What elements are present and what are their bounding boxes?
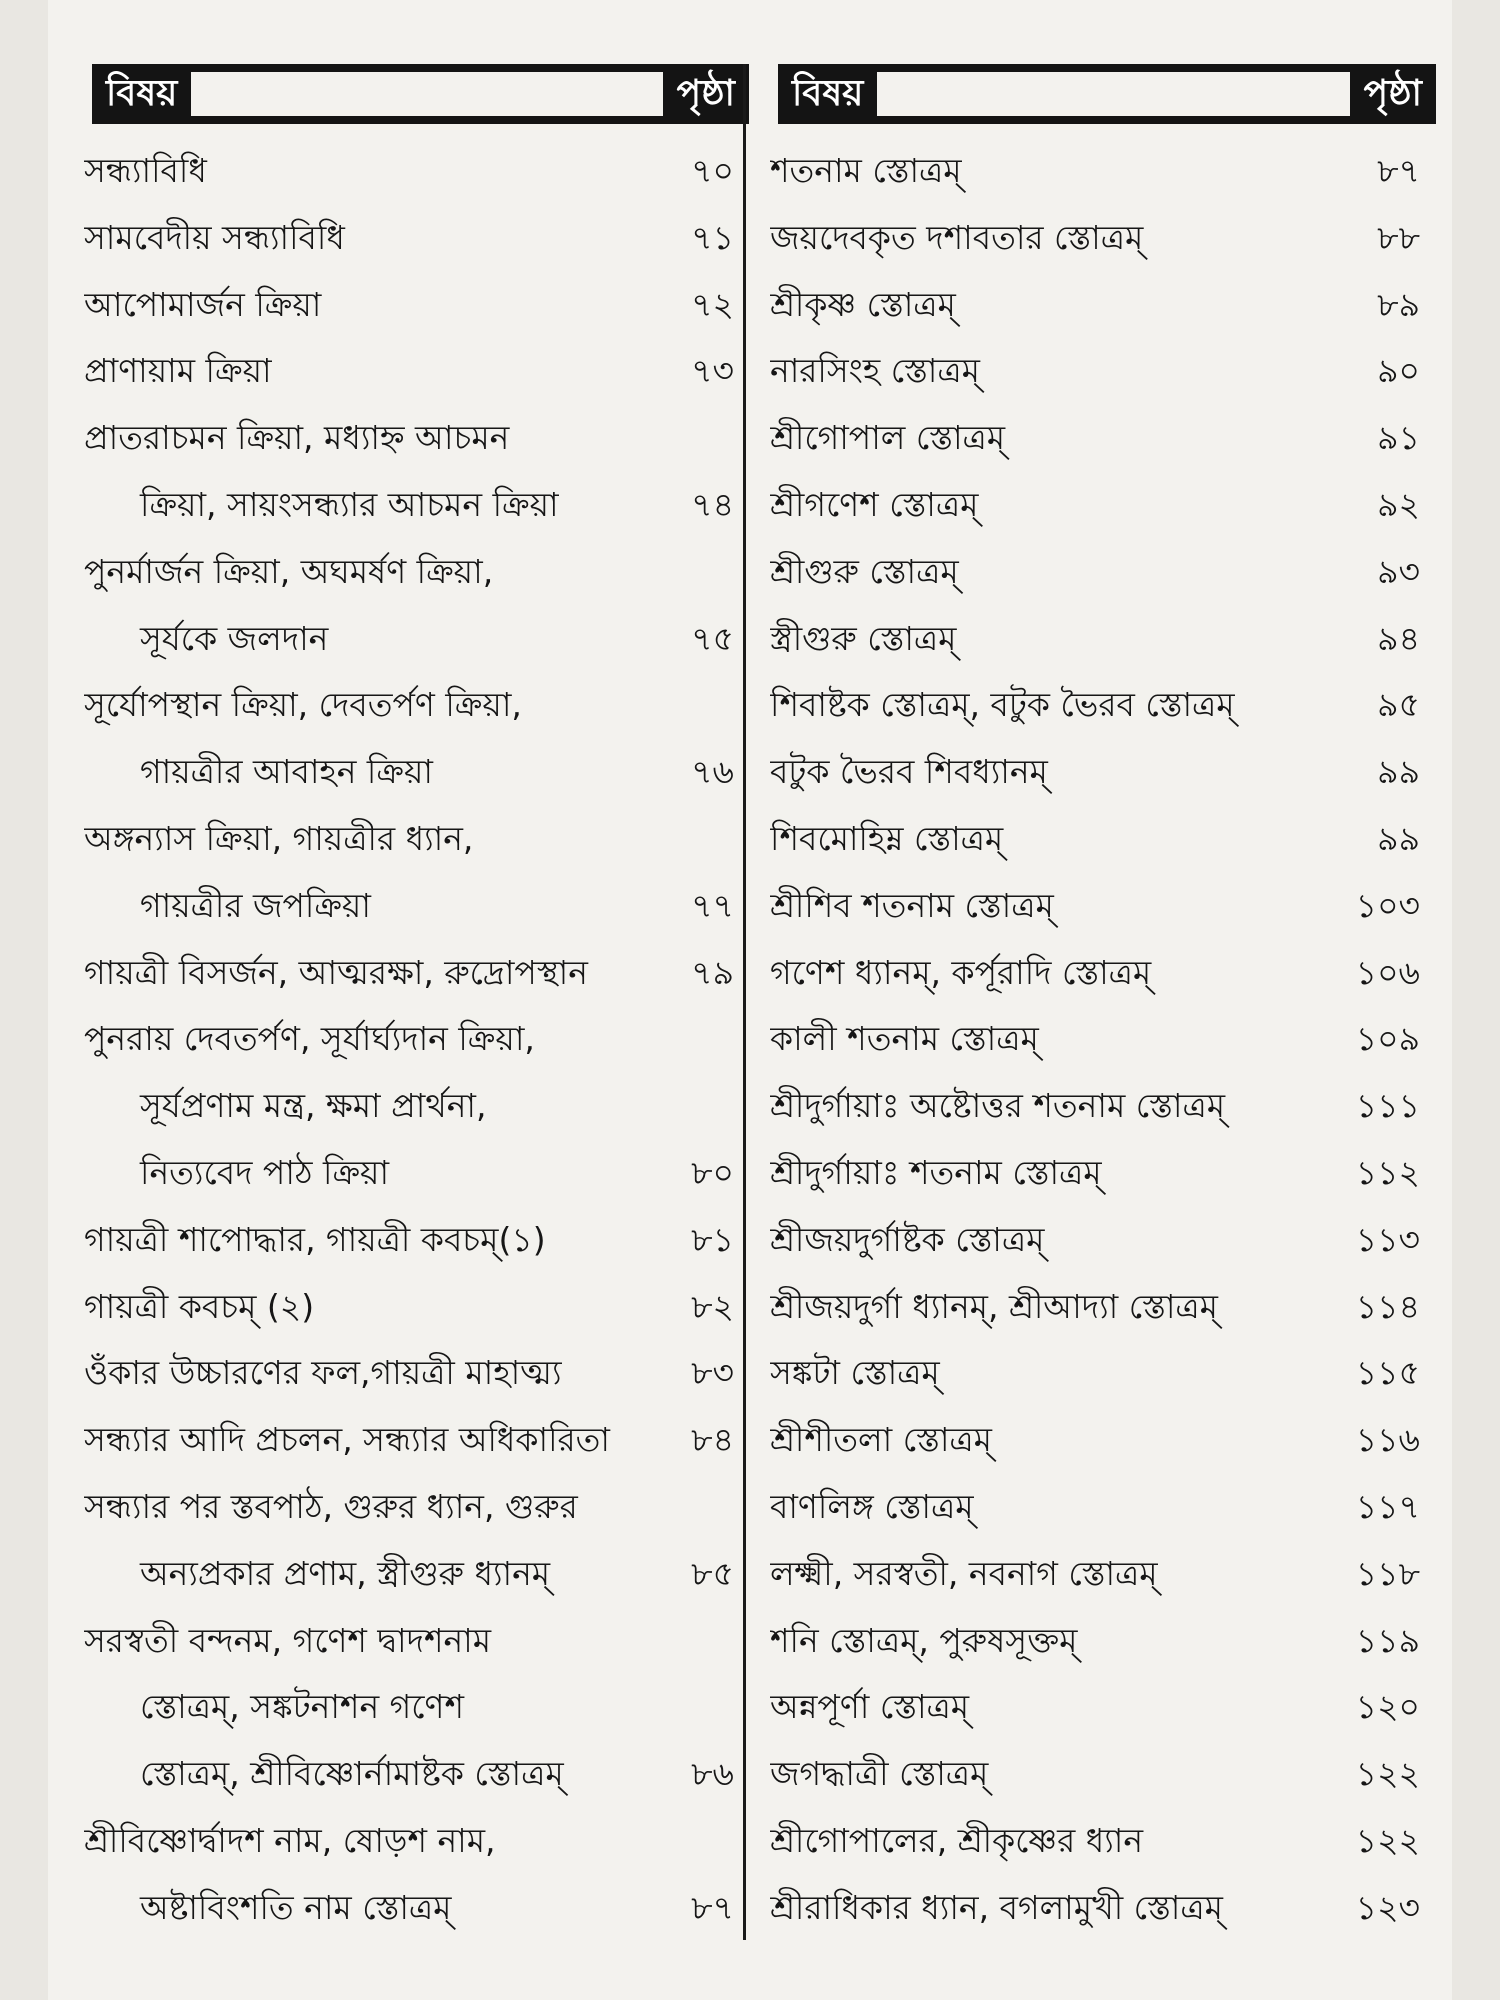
toc-entry-title: সন্ধ্যাবিধি (84, 151, 207, 190)
toc-entry (770, 205, 1420, 272)
toc-entry-page-number: ৭৩ (691, 351, 734, 391)
toc-entry-title: গায়ত্রী শাপোদ্ধার, গায়ত্রী কবচম্(১) (84, 1219, 546, 1259)
toc-entry-title: স্তোত্রম্, শ্রীবিষ্ণোর্নামাষ্টক স্তোত্রম্ (140, 1754, 564, 1794)
toc-entry-title: বাণলিঙ্গ স্তোত্রম্ (770, 1486, 974, 1526)
toc-entry-title: শিবমোহিম্ন স্তোত্রম্ (770, 818, 1004, 858)
toc-entry (770, 739, 1420, 806)
toc-entry-page-number: ৮৭ (691, 1887, 734, 1927)
toc-entry-page-number: ৯৩ (1377, 551, 1420, 591)
toc-entry-page-number: ৮৭ (1377, 151, 1420, 190)
toc-entry (770, 606, 1420, 673)
toc-entry-page-number: ১০৬ (1355, 952, 1420, 992)
toc-entry (770, 1207, 1420, 1274)
toc-entry (84, 1274, 734, 1341)
toc-entry-title: শ্রীশীতলা স্তোত্রম্ (770, 1420, 992, 1460)
toc-entry (770, 138, 1420, 205)
toc-entry-title: অন্যপ্রকার প্রণাম, স্ত্রীগুরু ধ্যানম্ (140, 1553, 551, 1593)
toc-entry-title: শ্রীদুর্গায়াঃ শতনাম স্তোত্রম্ (770, 1152, 1102, 1192)
toc-entry-title: শ্রীগোপাল স্তোত্রম্ (770, 418, 1006, 458)
toc-entry-title: পুনর্মার্জন ক্রিয়া, অঘমর্ষণ ক্রিয়া, (84, 551, 494, 591)
toc-entry-page-number: ৯০ (1377, 351, 1420, 391)
toc-entry-page-number: ৮৬ (691, 1754, 734, 1794)
toc-entry-title: সূর্যোপস্থান ক্রিয়া, দেবতর্পণ ক্রিয়া, (84, 685, 522, 725)
toc-entry (84, 338, 734, 405)
toc-entry-title: লক্ষ্মী, সরস্বতী, নবনাগ স্তোত্রম্ (770, 1553, 1158, 1593)
toc-entry (770, 272, 1420, 339)
toc-entry-title: শ্রীরাধিকার ধ্যান, বগলামুখী স্তোত্রম্ (770, 1887, 1223, 1927)
toc-entry-title: স্তোত্রম্, সঙ্কটনাশন গণেশ (140, 1687, 465, 1727)
toc-entry (770, 539, 1420, 606)
toc-entry-page-number: ৯৪ (1377, 618, 1420, 658)
toc-entry-page-number: ৯৫ (1377, 685, 1420, 725)
toc-entry (84, 1340, 734, 1407)
toc-entry-title: শ্রীকৃষ্ণ স্তোত্রম্ (770, 284, 956, 324)
toc-entry (770, 672, 1420, 739)
toc-entry-page-number: ৯২ (1377, 484, 1420, 524)
toc-entry-page-number: ১১৮ (1355, 1553, 1420, 1593)
left-toc-column (84, 138, 734, 1942)
toc-entry-title: গায়ত্রীর জপক্রিয়া (140, 885, 371, 925)
toc-entry-title: অন্নপূর্ণা স্তোত্রম্ (770, 1687, 970, 1727)
toc-entry (84, 1541, 734, 1608)
toc-entry (770, 1006, 1420, 1073)
toc-entry-title: স্ত্রীগুরু স্তোত্রম্ (770, 618, 957, 658)
toc-entry (84, 940, 734, 1007)
toc-entry-title: গায়ত্রী কবচম্ (২) (84, 1286, 315, 1326)
toc-entry (84, 205, 734, 272)
toc-entry (84, 672, 734, 739)
right-subject-header: বিষয় (792, 73, 864, 114)
right-header-bar (778, 64, 1436, 124)
toc-entry-page-number: ৭২ (691, 284, 734, 324)
toc-entry-page-number: ১১৬ (1355, 1420, 1420, 1460)
toc-entry-title: ওঁকার উচ্চারণের ফল,গায়ত্রী মাহাত্ম্য (84, 1353, 562, 1393)
toc-entry-page-number: ৯১ (1377, 418, 1420, 458)
toc-entry (84, 1741, 734, 1808)
toc-entry-page-number: ১১৯ (1355, 1620, 1420, 1660)
toc-entry-page-number: ৭৫ (691, 618, 734, 658)
toc-entry-page-number: ৯৯ (1377, 752, 1420, 792)
toc-entry (770, 472, 1420, 539)
toc-entry-page-number: ১১৪ (1355, 1286, 1420, 1326)
toc-entry (84, 806, 734, 873)
toc-entry (84, 138, 734, 205)
left-page-header: পৃষ্ঠা (676, 73, 735, 114)
toc-entry (84, 1006, 734, 1073)
toc-entry-title: সন্ধ্যার পর স্তবপাঠ, গুরুর ধ্যান, গুরুর (84, 1486, 578, 1526)
toc-entry-title: শনি স্তোত্রম্, পুরুষসূক্তম্ (770, 1620, 1078, 1660)
toc-entry (84, 1474, 734, 1541)
toc-entry-page-number: ১২২ (1355, 1820, 1420, 1860)
toc-entry-page-number: ৭১ (691, 217, 734, 257)
right-header-spacer (877, 72, 1349, 116)
toc-entry-title: শ্রীশিব শতনাম স্তোত্রম্ (770, 885, 1054, 925)
toc-entry-page-number: ৭৪ (691, 484, 734, 524)
toc-entry-title: কালী শতনাম স্তোত্রম্ (770, 1019, 1039, 1059)
toc-entry-page-number: ৮৮ (1377, 217, 1420, 257)
toc-entry-title: শ্রীগণেশ স্তোত্রম্ (770, 484, 979, 524)
toc-entry-page-number: ১১২ (1355, 1152, 1420, 1192)
toc-entry-title: শিবাষ্টক স্তোত্রম্, বটুক ভৈরব স্তোত্রম্ (770, 685, 1235, 725)
toc-entry-title: শ্রীগুরু স্তোত্রম্ (770, 551, 959, 591)
toc-entry (84, 539, 734, 606)
toc-entry (770, 940, 1420, 1007)
toc-entry-title: গায়ত্রীর আবাহন ক্রিয়া (140, 752, 433, 792)
toc-entry-title: অঙ্গন্যাস ক্রিয়া, গায়ত্রীর ধ্যান, (84, 818, 474, 858)
toc-entry-title: শ্রীজয়দুর্গা ধ্যানম্, শ্রীআদ্যা স্তোত্রম্ (770, 1286, 1219, 1326)
toc-entry (770, 1674, 1420, 1741)
toc-entry-page-number: ৭৬ (691, 752, 734, 792)
toc-entry-page-number: ৮৫ (691, 1553, 734, 1593)
toc-entry-title: সঙ্কটা স্তোত্রম্ (770, 1353, 940, 1393)
toc-entry-page-number: ৮০ (691, 1152, 734, 1192)
toc-entry (770, 806, 1420, 873)
right-page-header: পৃষ্ঠা (1363, 73, 1422, 114)
toc-entry-title: সামবেদীয় সন্ধ্যাবিধি (84, 217, 345, 257)
toc-entry (84, 1140, 734, 1207)
toc-entry-title: ক্রিয়া, সায়ংসন্ধ্যার আচমন ক্রিয়া (140, 484, 559, 524)
toc-entry (84, 1207, 734, 1274)
toc-entry-title: পুনরায় দেবতর্পণ, সূর্যার্ঘ্যদান ক্রিয়া, (84, 1019, 535, 1059)
toc-entry-title: সরস্বতী বন্দনম, গণেশ দ্বাদশনাম (84, 1620, 492, 1660)
toc-entry-title: শ্রীবিষ্ণোর্দ্বাদশ নাম, ষোড়শ নাম, (84, 1820, 496, 1860)
toc-entry (84, 1073, 734, 1140)
toc-entry (770, 873, 1420, 940)
toc-entry-title: আপোমার্জন ক্রিয়া (84, 284, 322, 324)
toc-entry (84, 606, 734, 673)
toc-entry-title: সূর্যপ্রণাম মন্ত্র, ক্ষমা প্রার্থনা, (140, 1086, 487, 1126)
toc-entry (84, 472, 734, 539)
toc-entry (84, 1875, 734, 1942)
toc-entry (84, 1407, 734, 1474)
toc-entry-title: সন্ধ্যার আদি প্রচলন, সন্ধ্যার অধিকারিতা (84, 1420, 610, 1460)
toc-entry-page-number: ৭৭ (691, 885, 734, 925)
toc-entry-title: প্রাণায়াম ক্রিয়া (84, 351, 272, 391)
toc-entry (770, 338, 1420, 405)
toc-entry-page-number: ১২০ (1355, 1687, 1420, 1727)
toc-entry-title: শতনাম স্তোত্রম্ (770, 151, 962, 190)
toc-entry (84, 739, 734, 806)
toc-entry-page-number: ১০৩ (1355, 885, 1420, 925)
toc-entry-page-number: ৭০ (691, 151, 734, 190)
toc-entry-page-number: ১১১ (1355, 1086, 1420, 1126)
left-header-spacer (191, 72, 662, 116)
left-subject-header: বিষয় (106, 73, 178, 114)
toc-entry-title: নিত্যবেদ পাঠ ক্রিয়া (140, 1152, 390, 1192)
toc-entry-page-number: ৮৯ (1377, 284, 1420, 324)
toc-entry-title: নারসিংহ স্তোত্রম্ (770, 351, 980, 391)
toc-entry-title: গায়ত্রী বিসর্জন, আত্মরক্ষা, রুদ্রোপস্থান (84, 952, 588, 992)
toc-entry-title: প্রাতরাচমন ক্রিয়া, মধ্যাহ্ন আচমন (84, 418, 510, 458)
toc-entry-title: গণেশ ধ্যানম্, কর্পূরাদি স্তোত্রম্ (770, 952, 1152, 992)
toc-entry-page-number: ১১৩ (1355, 1219, 1420, 1259)
toc-entry-page-number: ৮৩ (691, 1353, 734, 1393)
toc-entry-title: শ্রীদুর্গায়াঃ অষ্টোত্তর শতনাম স্তোত্রম্ (770, 1086, 1226, 1126)
toc-entry (770, 1340, 1420, 1407)
toc-entry-page-number: ১১৫ (1355, 1353, 1420, 1393)
toc-entry (770, 1474, 1420, 1541)
toc-entry-page-number: ১২২ (1355, 1754, 1420, 1794)
left-header-bar (92, 64, 749, 124)
toc-entry (84, 272, 734, 339)
toc-entry-title: জয়দেবকৃত দশাবতার স্তোত্রম্ (770, 217, 1144, 257)
toc-entry (770, 1741, 1420, 1808)
toc-entry-title: অষ্টাবিংশতি নাম স্তোত্রম্ (140, 1887, 452, 1927)
toc-entry (770, 1541, 1420, 1608)
toc-entry-title: শ্রীজয়দুর্গাষ্টক স্তোত্রম্ (770, 1219, 1045, 1259)
toc-entry (770, 1073, 1420, 1140)
right-toc-column (770, 138, 1420, 1942)
toc-entry (84, 1808, 734, 1875)
column-divider (743, 64, 746, 1940)
toc-entry-page-number: ৭৯ (691, 952, 734, 992)
toc-entry (770, 1407, 1420, 1474)
toc-entry (84, 1674, 734, 1741)
toc-entry-page-number: ৮৪ (691, 1420, 734, 1460)
toc-entry-title: সূর্যকে জলদান (140, 618, 329, 658)
toc-entry (84, 1608, 734, 1675)
toc-entry-page-number: ৮১ (691, 1219, 734, 1259)
toc-entry (770, 1875, 1420, 1942)
toc-entry (770, 1140, 1420, 1207)
toc-entry (770, 1608, 1420, 1675)
toc-entry (84, 873, 734, 940)
toc-entry (770, 1274, 1420, 1341)
toc-entry-page-number: ১২৩ (1355, 1887, 1420, 1927)
toc-entry-title: জগদ্ধাত্রী স্তোত্রম্ (770, 1754, 989, 1794)
toc-entry-page-number: ১১৭ (1355, 1486, 1420, 1526)
toc-entry (770, 405, 1420, 472)
toc-entry-page-number: ৮২ (691, 1286, 734, 1326)
toc-entry-title: শ্রীগোপালের, শ্রীকৃষ্ণের ধ্যান (770, 1820, 1144, 1860)
toc-entry (770, 1808, 1420, 1875)
toc-entry-title: বটুক ভৈরব শিবধ্যানম্ (770, 752, 1048, 792)
toc-entry-page-number: ৯৯ (1377, 818, 1420, 858)
toc-entry (84, 405, 734, 472)
toc-entry-page-number: ১০৯ (1355, 1019, 1420, 1059)
